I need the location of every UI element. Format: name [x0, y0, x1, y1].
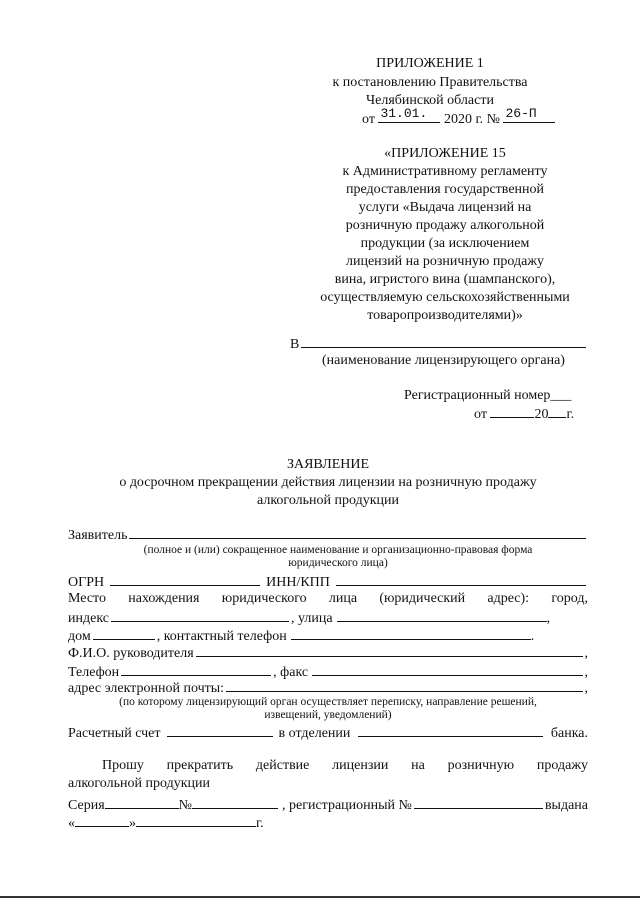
appendix15-line: к Административному регламенту — [342, 164, 548, 179]
number-sign: № — [178, 798, 193, 813]
director-label: Ф.И.О. руководителя — [68, 646, 194, 661]
statement-title-line1: о досрочном прекращении действия лицензии на розничную продажу — [119, 475, 537, 490]
addressee-prefix: В — [290, 337, 300, 352]
issued-day-field[interactable] — [75, 813, 129, 827]
from-prefix: от — [362, 112, 375, 127]
ogrn-row — [68, 572, 588, 591]
request-word: лицензии — [332, 758, 389, 773]
applicant-row — [68, 526, 588, 544]
registration-number: Регистрационный номер___ — [404, 388, 572, 403]
reg-year: 20 — [534, 407, 549, 422]
director-row: Ф.И.О. руководителя , — [68, 646, 588, 661]
request-word: действие — [255, 758, 310, 773]
email-hint1: (по которому лицензирующий орган осуществляет переписку, направление решений, — [119, 696, 537, 708]
reg-number-label: , регистрационный № — [282, 798, 412, 813]
issued-g: г. — [256, 816, 264, 831]
phone-row: Телефон , факс , — [68, 662, 588, 681]
appendix1-date-line — [362, 106, 555, 128]
index-label: индекс — [68, 611, 109, 626]
request-line1 — [102, 757, 588, 774]
fax-field[interactable] — [312, 663, 582, 676]
series-field[interactable] — [105, 795, 179, 809]
appendix15-line: «ПРИЛОЖЕНИЕ 15 — [384, 146, 506, 161]
applicant-label: Заявитель — [68, 528, 128, 543]
branch-field[interactable] — [358, 724, 542, 737]
index-field[interactable] — [111, 608, 289, 622]
addressee-hint: (наименование лицензирующего органа) — [322, 353, 565, 368]
branch-label: в отделении — [278, 726, 351, 741]
number-value: 26-П — [505, 106, 537, 121]
location-word: нахождения — [128, 591, 200, 606]
addressee-line — [290, 335, 588, 353]
house-label: дом — [68, 629, 91, 644]
scan-edge-line — [0, 896, 640, 898]
street-field[interactable] — [337, 608, 547, 622]
phone-field[interactable] — [121, 662, 271, 676]
appendix1-line3: Челябинской области — [366, 93, 494, 108]
inn-label: ИНН/КПП — [266, 575, 330, 590]
email-label: адрес электронной почты: — [68, 681, 225, 696]
contact-phone-field[interactable] — [291, 626, 531, 640]
date-field — [378, 106, 440, 123]
request-word: розничную — [447, 758, 515, 773]
request-word: продажу — [536, 758, 588, 773]
reg-date-field[interactable] — [490, 404, 534, 418]
phone-label: Телефон — [68, 665, 120, 680]
reg-number-field[interactable] — [414, 796, 543, 809]
license-number-field[interactable] — [192, 795, 278, 809]
contact-phone-label: , контактный телефон — [156, 629, 287, 644]
index-row: индекс , улица , — [68, 608, 588, 627]
date-value: 31.01. — [380, 106, 428, 121]
appendix15-line: осуществляемую сельскохозяйственными — [320, 290, 570, 305]
request-line2: алкогольной продукции — [68, 776, 210, 791]
year-label: 2020 г. № — [443, 112, 500, 127]
email-field[interactable] — [226, 679, 582, 692]
location-word: адрес): — [487, 591, 530, 606]
house-field[interactable] — [93, 626, 155, 640]
location-row — [68, 590, 588, 607]
fax-label: , факс — [273, 665, 309, 680]
appendix15-line: вина, игристого вина (шампанского), — [334, 272, 556, 287]
location-word: юридического — [221, 591, 307, 606]
request-word: на — [411, 758, 425, 773]
statement-heading: ЗАЯВЛЕНИЕ — [286, 457, 370, 472]
appendix1-title: ПРИЛОЖЕНИЕ 1 — [376, 56, 484, 71]
registration-date-line — [474, 404, 574, 423]
reg-year-field[interactable] — [548, 404, 566, 418]
request-word: прекратить — [166, 758, 234, 773]
bank-label: банка. — [550, 726, 588, 741]
quote-open: « — [68, 816, 75, 831]
series-label: Серия — [68, 798, 105, 813]
appendix15-line: предоставления государственной — [345, 182, 545, 197]
house-row: дом , контактный телефон . — [68, 626, 588, 645]
account-row — [68, 723, 588, 742]
account-field[interactable] — [167, 723, 273, 737]
inn-field[interactable] — [336, 573, 586, 586]
ogrn-label: ОГРН — [68, 575, 105, 590]
issued-month-field[interactable] — [136, 813, 256, 827]
quote-close: » — [129, 816, 136, 831]
request-word: Прошу — [102, 758, 144, 773]
appendix15-line: розничную продажу алкогольной — [345, 218, 545, 233]
appendix15-line: услуги «Выдача лицензий на — [358, 200, 532, 215]
reg-from: от — [474, 407, 487, 422]
email-row: адрес электронной почты: , — [68, 681, 588, 696]
appendix15-line: товаропроизводителями)» — [367, 308, 523, 323]
account-label: Расчетный счет — [68, 726, 161, 741]
applicant-field[interactable] — [129, 526, 586, 539]
location-word: Место — [68, 591, 106, 606]
street-label: , улица — [291, 611, 333, 626]
appendix15-line: продукции (за исключением — [360, 236, 530, 251]
applicant-hint2: юридического лица) — [288, 557, 388, 569]
license-row — [68, 795, 588, 814]
addressee-field[interactable] — [301, 335, 586, 348]
location-word: город, — [551, 591, 588, 606]
email-hint2: извещений, уведомлений) — [264, 709, 392, 721]
reg-g: г. — [566, 407, 575, 422]
appendix15-line: лицензий на розничную продажу — [345, 254, 544, 269]
issued-label: выдана — [544, 798, 588, 813]
applicant-hint1: (полное и (или) сокращенное наименование и организационно-правовая форма — [143, 544, 533, 556]
location-word: (юридический — [379, 591, 466, 606]
number-field — [503, 106, 555, 123]
appendix1-line2: к постановлению Правительства — [332, 75, 528, 90]
issued-date-row — [68, 813, 588, 832]
director-field[interactable] — [196, 644, 583, 657]
location-word: лица — [328, 591, 358, 606]
statement-title-line2: алкогольной продукции — [257, 493, 399, 508]
ogrn-field[interactable] — [110, 572, 260, 586]
